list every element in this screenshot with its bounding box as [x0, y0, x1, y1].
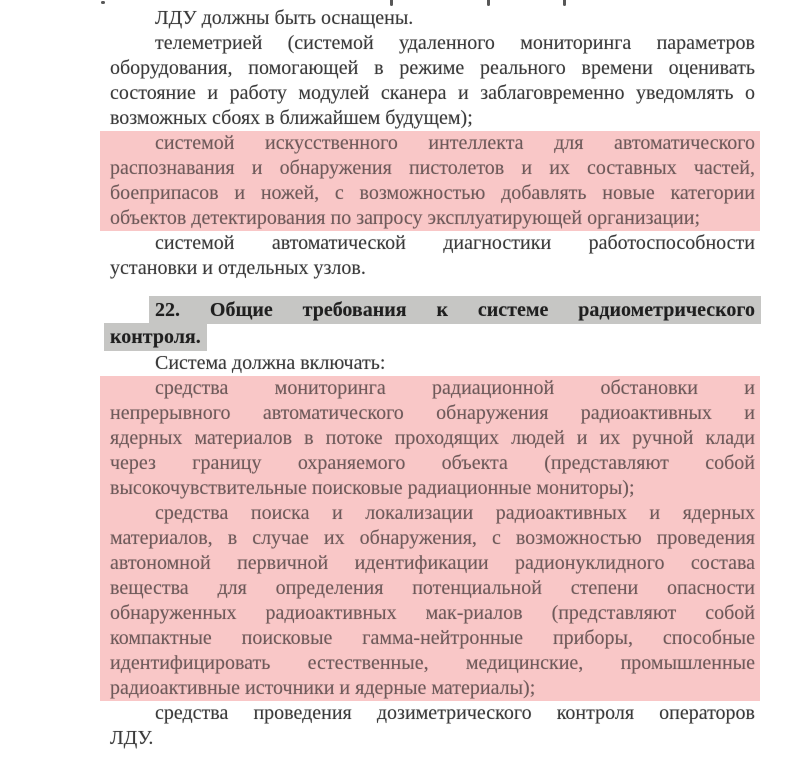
text-line: боеприпасов и ножей, с возможностью добавлять новые категории: [110, 182, 755, 204]
heading-highlight: 22. Общие требования к системе радиометрического: [151, 298, 759, 322]
paragraph-dosimetric-control: [110, 701, 755, 751]
text-line: идентифицировать естественные, медицинские, промышленные: [110, 652, 755, 674]
text-line: вещества для определения потенциальной степени опасности: [110, 577, 755, 599]
text-line: материалов, в случае их обнаружения, с возможностью проведения: [110, 527, 755, 549]
paragraph-ldu-osnascheny: [110, 6, 755, 31]
text-line: оборудования, помогающей в режиме реального времени оценивать: [110, 57, 755, 79]
text-line: ЛДУ должны быть оснащены.: [155, 7, 414, 29]
text-line: системой автоматической диагностики работоспособности: [155, 232, 755, 254]
paragraph-telemetry: [110, 31, 755, 131]
text-line: системой искусственного интеллекта для автоматического: [155, 132, 755, 154]
text-line: [110, 324, 755, 351]
text-line: радиоактивные источники и ядерные материалы);: [110, 677, 536, 699]
text-line: состояние и работу модулей сканера и заблаговременно уведомлять о: [110, 82, 755, 104]
highlighted-block-ai-system: [100, 131, 760, 231]
text-line: автономной первичной идентификации радионуклидного состава: [110, 552, 755, 574]
text-line: средства проведения дозиметрического контроля операторов: [155, 702, 755, 724]
heading-highlight: контроля.: [106, 325, 205, 349]
text-line: Система должна включать:: [155, 352, 386, 374]
text-line: через границу охраняемого объекта (представляют собой: [110, 452, 755, 474]
text-line: объектов детектирования по запросу эксплуатирующей организации;: [110, 207, 701, 229]
text-line: высокочувствительные поисковые радиационные мониторы);: [110, 477, 635, 499]
text-line: непрерывного автоматического обнаружения радиоактивных и: [110, 402, 755, 424]
text-line: компактные поисковые гамма-нейтронные приборы, способные: [110, 627, 755, 649]
section-heading-22: [110, 297, 755, 351]
text-line: телеметрией (системой удаленного мониторинга параметров: [155, 32, 755, 54]
text-line: обнаруженных радиоактивных мак-риалов (представляют собой: [110, 602, 755, 624]
highlighted-block-radiometric-means: [100, 376, 760, 701]
text-line: распознавания и обнаружения пистолетов и их составных частей,: [110, 157, 755, 179]
text-line: [110, 297, 755, 324]
text-line: установки и отдельных узлов.: [110, 257, 366, 279]
text-line: средства мониторинга радиационной обстановки и: [155, 377, 755, 399]
text-line: ядерных материалов в потоке проходящих людей и их ручной клади: [110, 427, 755, 449]
text-line: средства поиска и локализации радиоактивных и ядерных: [155, 502, 755, 524]
text-line: возможных сбоях в ближайшем будущем);: [110, 107, 473, 129]
text-line: ЛДУ.: [110, 727, 154, 749]
paragraph-system-must-include: [110, 351, 755, 376]
paragraph-auto-diagnostics: [110, 231, 755, 281]
